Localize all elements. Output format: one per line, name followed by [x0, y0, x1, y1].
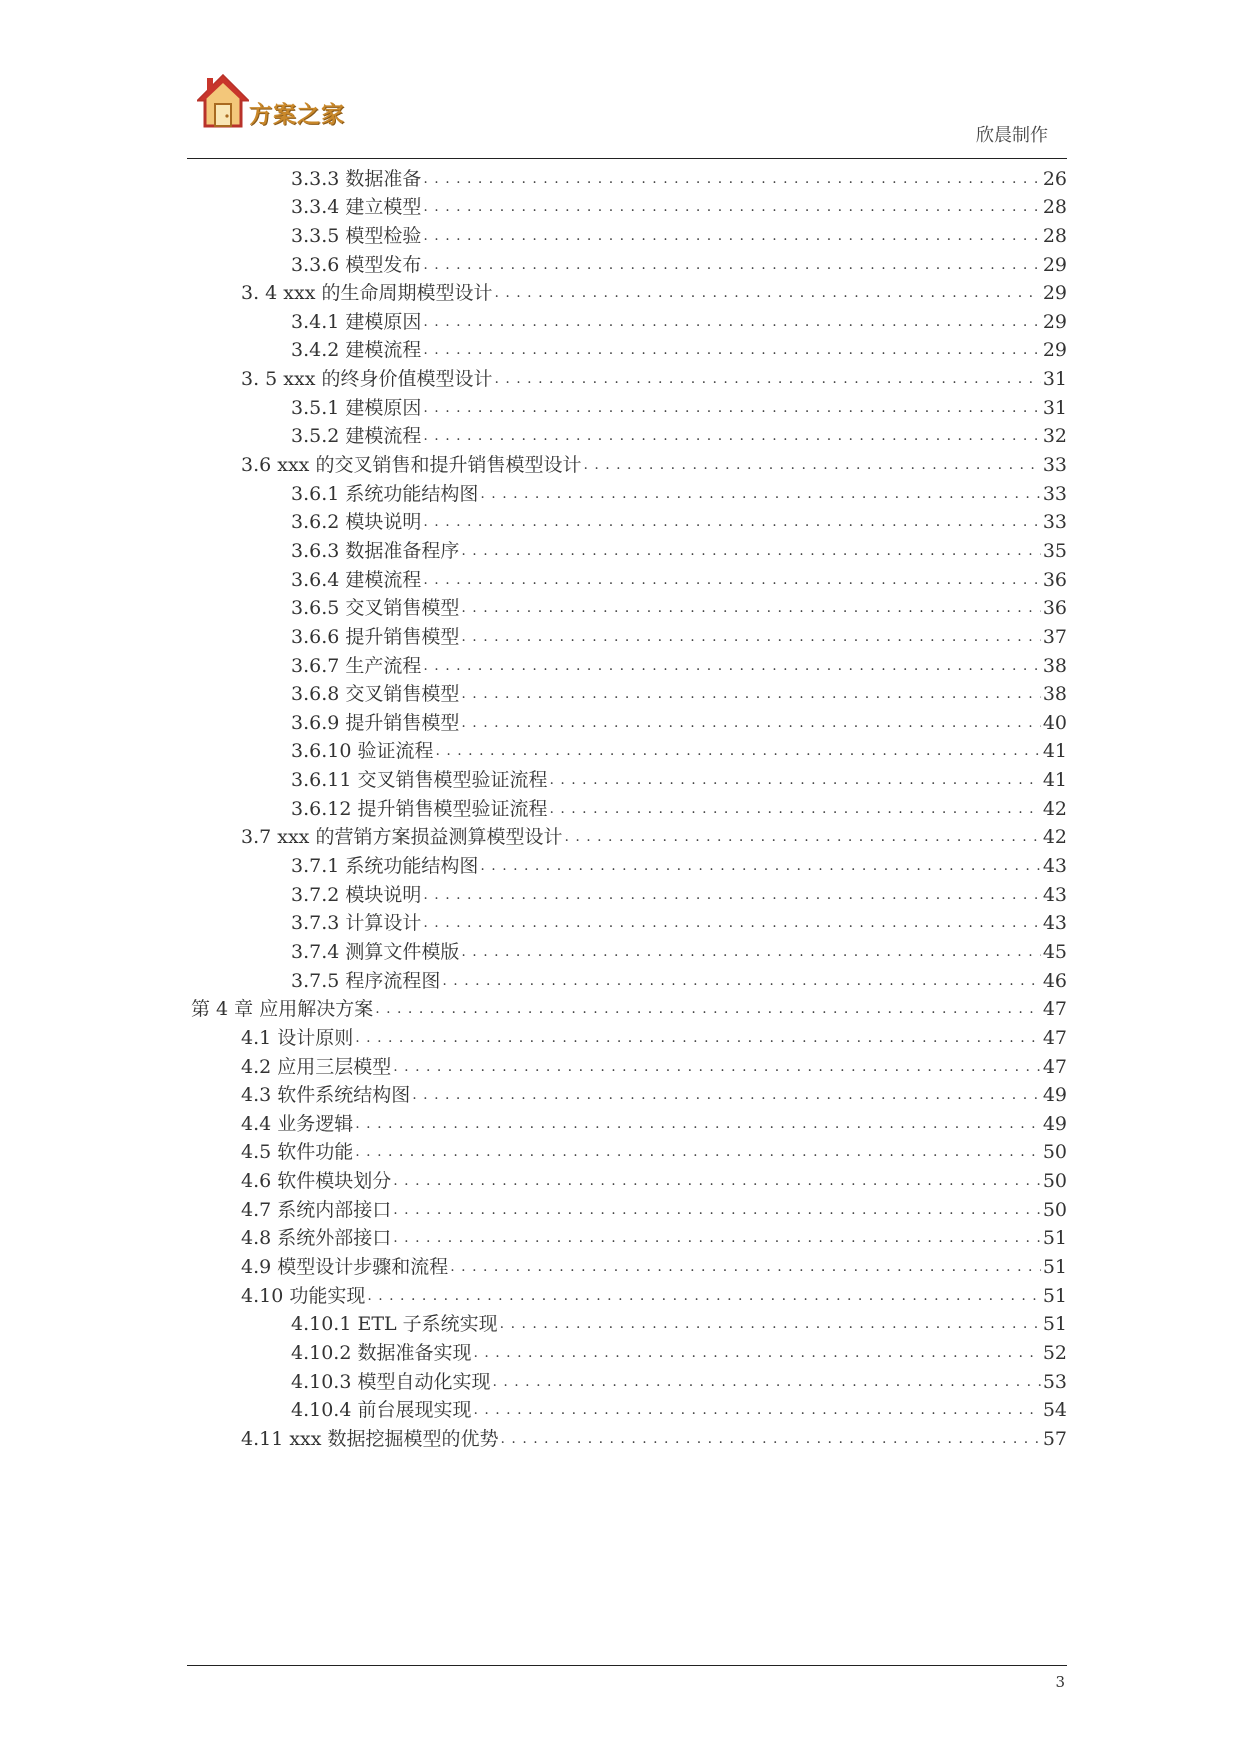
toc-leader-dots — [564, 826, 1040, 848]
toc-leader-dots — [423, 225, 1040, 247]
toc-leader-dots — [423, 339, 1040, 361]
toc-leader-dots — [494, 368, 1040, 390]
toc-entry-title: 4.4 业务逻辑 — [241, 1112, 354, 1135]
toc-entry-page: 32 — [1042, 425, 1067, 448]
toc-leader-dots — [355, 1027, 1041, 1049]
toc-entry[interactable] — [187, 1020, 1067, 1049]
toc-entry-page: 29 — [1042, 282, 1067, 305]
toc-entry[interactable] — [187, 877, 1067, 906]
toc-entry-page: 52 — [1042, 1341, 1067, 1364]
toc-entry[interactable] — [187, 1278, 1067, 1307]
toc-leader-dots — [492, 1371, 1040, 1393]
toc-entry-page: 53 — [1042, 1370, 1067, 1393]
toc-entry-title: 3.7.1 系统功能结构图 — [291, 855, 479, 878]
toc-entry[interactable] — [187, 734, 1067, 763]
toc-entry[interactable] — [187, 1421, 1067, 1450]
toc-entry-page: 38 — [1042, 654, 1067, 677]
toc-entry-page: 47 — [1042, 998, 1067, 1021]
toc-leader-dots — [442, 970, 1040, 992]
toc-entry-page: 31 — [1042, 368, 1067, 391]
toc-entry-title: 3.5.1 建模原因 — [291, 396, 422, 419]
toc-entry[interactable] — [187, 820, 1067, 849]
toc-entry-page: 43 — [1042, 912, 1067, 935]
toc-entry-title: 3.7.3 计算设计 — [291, 912, 422, 935]
toc-entry-title: 4.11 xxx 数据挖掘模型的优势 — [241, 1427, 499, 1450]
toc-leader-dots — [423, 254, 1040, 276]
toc-entry[interactable] — [187, 276, 1067, 305]
toc-entry-title: 3.3.6 模型发布 — [291, 253, 422, 276]
toc-entry[interactable] — [187, 619, 1067, 648]
toc-entry-title: 4.7 系统内部接口 — [241, 1198, 392, 1221]
toc-entry-page: 31 — [1042, 396, 1067, 419]
page-number: 3 — [1055, 1673, 1065, 1691]
toc-leader-dots — [473, 1399, 1040, 1421]
toc-entry[interactable] — [187, 419, 1067, 448]
toc-entry[interactable] — [187, 848, 1067, 877]
toc-entry[interactable] — [187, 677, 1067, 706]
toc-entry-title: 4.10.3 模型自动化实现 — [291, 1370, 491, 1393]
toc-leader-dots — [423, 884, 1040, 906]
toc-entry[interactable] — [187, 505, 1067, 534]
toc-entry-page: 47 — [1042, 1055, 1067, 1078]
toc-entry[interactable] — [187, 161, 1067, 190]
toc-entry-title: 3.6.11 交叉销售模型验证流程 — [291, 769, 548, 792]
toc-entry[interactable] — [187, 906, 1067, 935]
toc-entry-title: 3.4.2 建模流程 — [291, 339, 422, 362]
toc-entry[interactable] — [187, 1307, 1067, 1336]
toc-entry-page: 42 — [1042, 797, 1067, 820]
toc-entry[interactable] — [187, 190, 1067, 219]
toc-entry[interactable] — [187, 762, 1067, 791]
toc-entry[interactable] — [187, 791, 1067, 820]
toc-entry-page: 33 — [1042, 454, 1067, 477]
toc-entry-title: 4.10.4 前台展现实现 — [291, 1399, 472, 1422]
toc-entry-title: 3.6 xxx 的交叉销售和提升销售模型设计 — [241, 454, 582, 477]
toc-leader-dots — [423, 569, 1040, 591]
toc-entry[interactable] — [187, 562, 1067, 591]
toc-entry-page: 35 — [1042, 539, 1067, 562]
toc-entry-title: 3.7 xxx 的营销方案损益测算模型设计 — [241, 826, 563, 849]
toc-leader-dots — [461, 626, 1040, 648]
toc-leader-dots — [500, 1313, 1041, 1335]
toc-leader-dots — [375, 998, 1041, 1020]
toc-leader-dots — [435, 740, 1040, 762]
toc-leader-dots — [461, 683, 1040, 705]
toc-leader-dots — [501, 1428, 1041, 1450]
toc-entry-title: 4.10.2 数据准备实现 — [291, 1341, 472, 1364]
toc-leader-dots — [423, 397, 1040, 419]
toc-entry[interactable] — [187, 218, 1067, 247]
toc-entry-page: 50 — [1042, 1170, 1067, 1193]
toc-entry[interactable] — [187, 648, 1067, 677]
toc-entry-page: 28 — [1042, 224, 1067, 247]
author-label: 欣晨制作 — [976, 125, 1048, 146]
toc-entry-page: 51 — [1042, 1255, 1067, 1278]
toc-entry-page: 29 — [1042, 253, 1067, 276]
toc-entry[interactable] — [187, 447, 1067, 476]
toc-leader-dots — [423, 168, 1040, 190]
toc-entry-title: 3.6.6 提升销售模型 — [291, 625, 460, 648]
toc-entry-page: 43 — [1042, 855, 1067, 878]
toc-leader-dots — [393, 1227, 1041, 1249]
toc-leader-dots — [393, 1056, 1041, 1078]
toc-entry-title: 3.3.4 建立模型 — [291, 196, 422, 219]
toc-leader-dots — [367, 1285, 1040, 1307]
toc-leader-dots — [355, 1141, 1041, 1163]
toc-entry[interactable] — [187, 992, 1067, 1021]
header-rule — [187, 158, 1067, 159]
toc-entry-title: 4.10.1 ETL 子系统实现 — [291, 1313, 498, 1336]
toc-entry-title: 3.6.4 建模流程 — [291, 568, 422, 591]
toc-entry[interactable] — [187, 333, 1067, 362]
toc-entry[interactable] — [187, 476, 1067, 505]
toc-leader-dots — [423, 196, 1040, 218]
toc-entry-page: 36 — [1042, 597, 1067, 620]
toc-entry-title: 第 4 章 应用解决方案 — [191, 998, 374, 1021]
toc-entry-page: 42 — [1042, 826, 1067, 849]
toc-entry-page: 38 — [1042, 683, 1067, 706]
toc-entry[interactable] — [187, 1393, 1067, 1422]
toc-entry-title: 3.6.9 提升销售模型 — [291, 711, 460, 734]
toc-entry-page: 49 — [1042, 1084, 1067, 1107]
toc-leader-dots — [393, 1170, 1041, 1192]
toc-leader-dots — [473, 1342, 1040, 1364]
footer-rule — [187, 1665, 1067, 1666]
toc-leader-dots — [480, 483, 1040, 505]
toc-entry-page: 33 — [1042, 482, 1067, 505]
toc-entry-page: 29 — [1042, 310, 1067, 333]
toc-entry-title: 3.6.3 数据准备程序 — [291, 539, 460, 562]
toc-leader-dots — [583, 454, 1040, 476]
toc-entry-page: 54 — [1042, 1399, 1067, 1422]
toc-entry-title: 3. 4 xxx 的生命周期模型设计 — [241, 282, 493, 305]
toc-entry[interactable] — [187, 1249, 1067, 1278]
toc-entry-page: 49 — [1042, 1112, 1067, 1135]
logo — [197, 74, 367, 134]
toc-entry-title: 3.6.7 生产流程 — [291, 654, 422, 677]
toc-leader-dots — [393, 1199, 1041, 1221]
toc-entry-title: 4.3 软件系统结构图 — [241, 1084, 411, 1107]
toc-entry-title: 4.5 软件功能 — [241, 1141, 354, 1164]
toc-entry-title: 3.7.2 模块说明 — [291, 883, 422, 906]
toc-entry[interactable] — [187, 963, 1067, 992]
toc-entry[interactable] — [187, 1192, 1067, 1221]
toc-entry-page: 40 — [1042, 711, 1067, 734]
toc-entry-title: 3.6.5 交叉销售模型 — [291, 597, 460, 620]
toc-entry[interactable] — [187, 1135, 1067, 1164]
toc-entry[interactable] — [187, 1106, 1067, 1135]
toc-entry-page: 51 — [1042, 1227, 1067, 1250]
toc-leader-dots — [549, 769, 1040, 791]
toc-entry-page: 51 — [1042, 1313, 1067, 1336]
toc-leader-dots — [423, 311, 1040, 333]
toc-entry-title: 4.2 应用三层模型 — [241, 1055, 392, 1078]
toc-entry-title: 3. 5 xxx 的终身价值模型设计 — [241, 368, 493, 391]
toc-leader-dots — [480, 855, 1040, 877]
toc-entry-title: 3.6.12 提升销售模型验证流程 — [291, 797, 548, 820]
toc-entry-page: 43 — [1042, 883, 1067, 906]
toc-entry-title: 3.5.2 建模流程 — [291, 425, 422, 448]
toc-leader-dots — [461, 540, 1040, 562]
toc-entry-title: 3.7.5 程序流程图 — [291, 969, 441, 992]
toc-leader-dots — [423, 425, 1040, 447]
toc-entry-title: 4.9 模型设计步骤和流程 — [241, 1255, 449, 1278]
toc-entry-page: 33 — [1042, 511, 1067, 534]
toc-entry[interactable] — [187, 361, 1067, 390]
toc-entry[interactable] — [187, 304, 1067, 333]
table-of-contents — [187, 161, 1067, 1450]
toc-entry-title: 3.6.2 模块说明 — [291, 511, 422, 534]
toc-entry-title: 3.3.3 数据准备 — [291, 167, 422, 190]
toc-leader-dots — [461, 941, 1040, 963]
house-icon — [197, 74, 249, 130]
toc-entry-title: 4.10 功能实现 — [241, 1284, 366, 1307]
toc-entry[interactable] — [187, 1335, 1067, 1364]
toc-leader-dots — [355, 1113, 1041, 1135]
toc-entry[interactable] — [187, 1049, 1067, 1078]
toc-entry-title: 3.6.10 验证流程 — [291, 740, 434, 763]
toc-entry[interactable] — [187, 705, 1067, 734]
toc-entry[interactable] — [187, 247, 1067, 276]
toc-entry-page: 51 — [1042, 1284, 1067, 1307]
toc-leader-dots — [549, 798, 1040, 820]
toc-entry-page: 46 — [1042, 969, 1067, 992]
toc-entry[interactable] — [187, 1078, 1067, 1107]
toc-entry[interactable] — [187, 934, 1067, 963]
toc-entry-page: 41 — [1042, 769, 1067, 792]
toc-entry-title: 3.6.8 交叉销售模型 — [291, 683, 460, 706]
toc-entry-page: 26 — [1042, 167, 1067, 190]
toc-entry-page: 45 — [1042, 940, 1067, 963]
toc-entry-title: 3.3.5 模型检验 — [291, 224, 422, 247]
toc-entry[interactable] — [187, 1163, 1067, 1192]
toc-entry[interactable] — [187, 390, 1067, 419]
toc-entry-page: 41 — [1042, 740, 1067, 763]
toc-entry-page: 50 — [1042, 1198, 1067, 1221]
toc-leader-dots — [423, 511, 1040, 533]
toc-entry-title: 4.6 软件模块划分 — [241, 1170, 392, 1193]
toc-entry-page: 50 — [1042, 1141, 1067, 1164]
toc-entry-page: 28 — [1042, 196, 1067, 219]
toc-entry-title: 4.1 设计原则 — [241, 1026, 354, 1049]
toc-leader-dots — [461, 597, 1040, 619]
toc-entry-title: 4.8 系统外部接口 — [241, 1227, 392, 1250]
toc-entry-page: 37 — [1042, 625, 1067, 648]
toc-entry[interactable] — [187, 1364, 1067, 1393]
toc-entry-page: 36 — [1042, 568, 1067, 591]
toc-leader-dots — [423, 912, 1040, 934]
toc-leader-dots — [494, 282, 1040, 304]
toc-entry-page: 47 — [1042, 1026, 1067, 1049]
toc-entry-title: 3.7.4 测算文件模版 — [291, 940, 460, 963]
toc-entry[interactable] — [187, 533, 1067, 562]
toc-leader-dots — [423, 655, 1040, 677]
toc-entry-page: 57 — [1042, 1427, 1067, 1450]
toc-entry[interactable] — [187, 1221, 1067, 1250]
logo-text: 方案之家 — [249, 101, 345, 128]
toc-leader-dots — [461, 712, 1040, 734]
toc-entry[interactable] — [187, 591, 1067, 620]
toc-leader-dots — [412, 1084, 1041, 1106]
toc-leader-dots — [450, 1256, 1041, 1278]
toc-entry-page: 29 — [1042, 339, 1067, 362]
toc-entry-title: 3.6.1 系统功能结构图 — [291, 482, 479, 505]
toc-entry-title: 3.4.1 建模原因 — [291, 310, 422, 333]
